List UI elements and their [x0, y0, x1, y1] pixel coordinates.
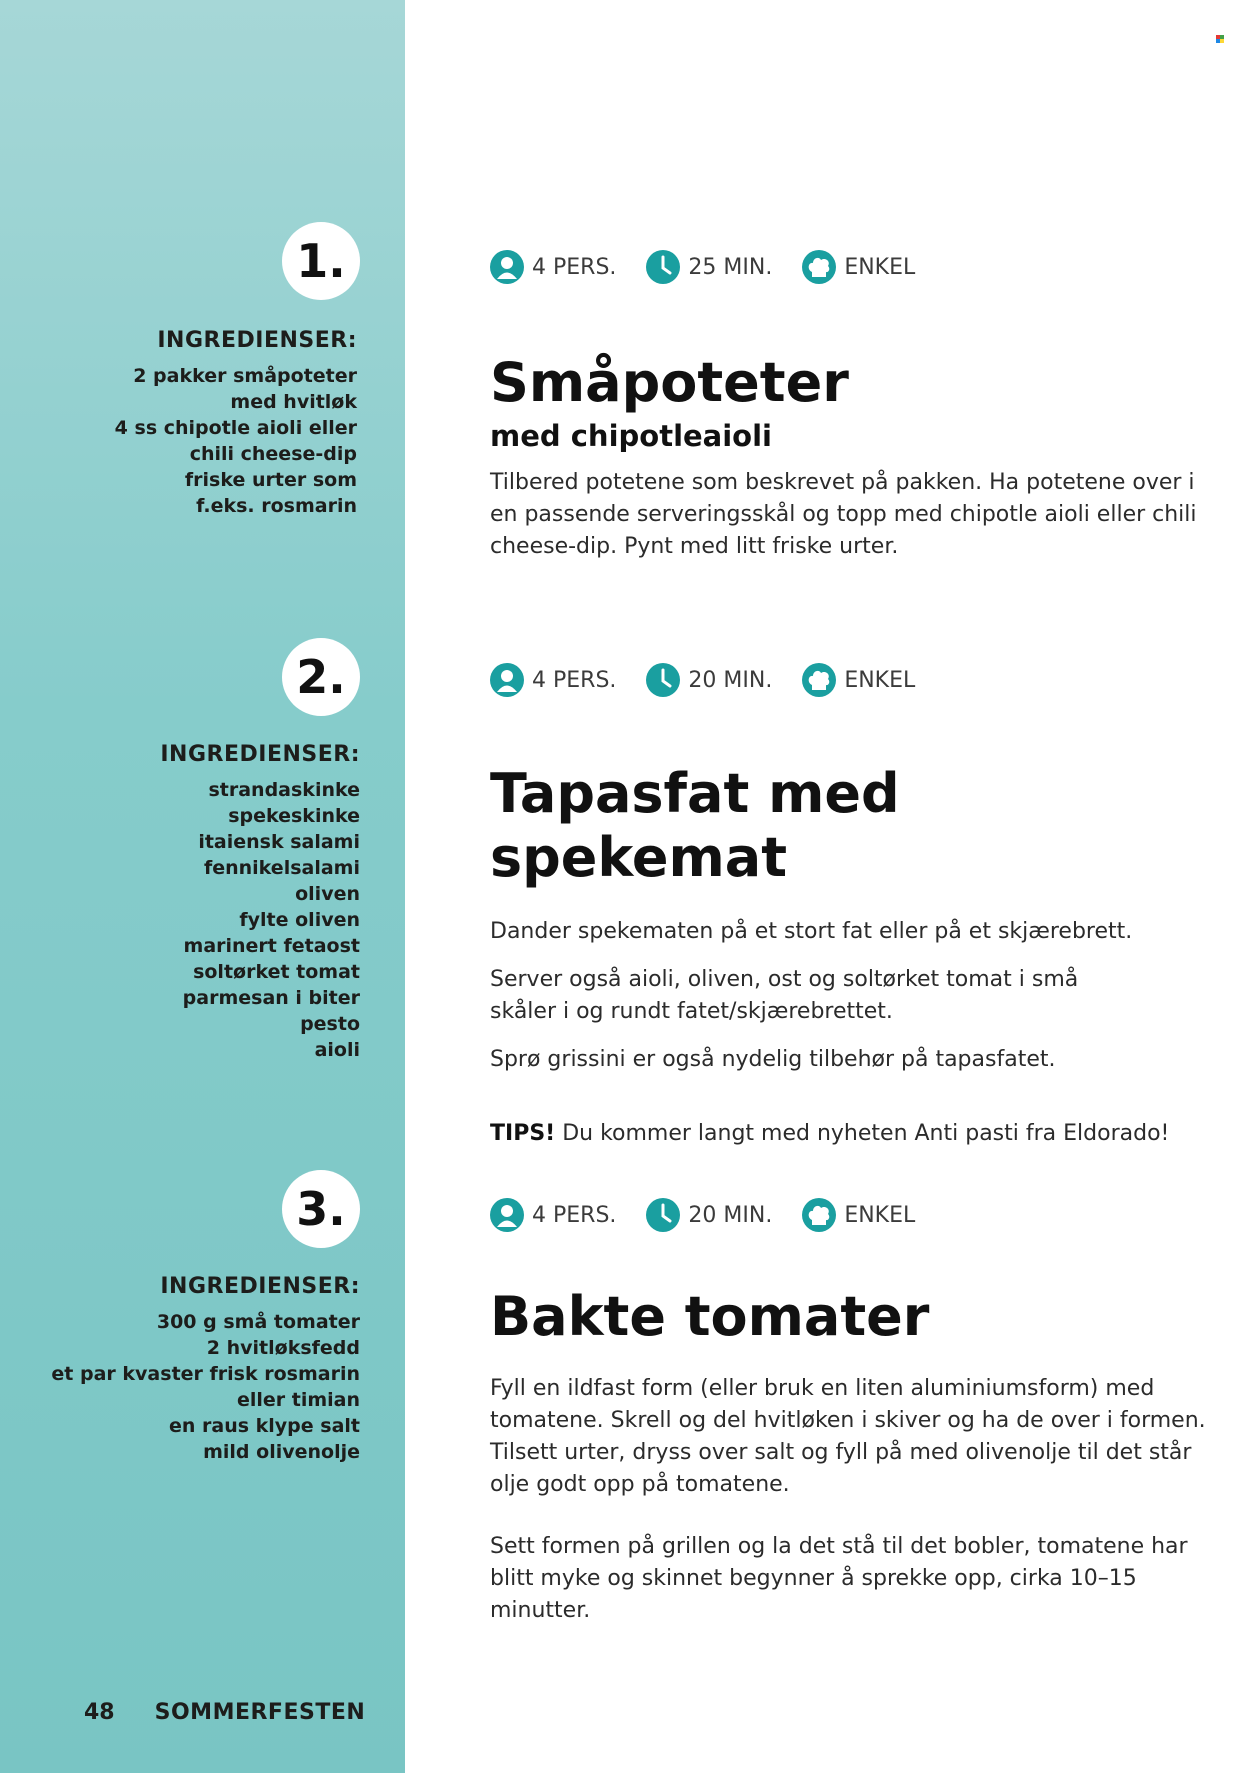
recipe-instructions: Sprø grissini er også nydelig tilbehør på tapasfatet.	[490, 1047, 1056, 1072]
ingredients-list	[0, 777, 360, 1063]
person-icon	[490, 250, 524, 284]
time-info	[646, 663, 772, 697]
tips-text: Du kommer langt med nyheten Anti pasti fra Eldorado!	[555, 1121, 1170, 1146]
ingredient-item: en raus klype salt	[168, 1415, 360, 1437]
ingredient-item: strandaskinke	[208, 779, 360, 801]
ingredient-item: fennikelsalami	[203, 857, 360, 879]
recipe-instructions: Fyll en ildfast form (eller bruk en liten aluminiumsform) med tomatene. Skrell og del hvitløken i skiver og ha de over i formen. Tilsett urter, dryss over salt og fyll på med olivenolje til det står olje godt opp på tomatene.	[490, 1376, 1206, 1497]
persons-info	[490, 663, 616, 697]
clock-icon	[646, 250, 680, 284]
ingredients-list	[0, 1309, 360, 1465]
difficulty-info	[802, 663, 915, 697]
ingredient-item: 300 g små tomater	[156, 1311, 360, 1333]
recipe-card	[490, 247, 1210, 563]
ingredient-item: eller timian	[236, 1389, 360, 1411]
ingredient-item: 2 hvitløksfedd	[206, 1337, 360, 1359]
ingredients-list	[0, 363, 357, 519]
color-mark-icon	[1216, 35, 1224, 43]
recipe-instructions: Sett formen på grillen og la det stå til det bobler, tomatene har blitt myke og skinnet begynner å sprekke opp, cirka 10–15 minutter.	[490, 1534, 1188, 1623]
ingredient-item: 4 ss chipotle aioli eller	[114, 417, 357, 439]
ingredient-item: et par kvaster frisk rosmarin	[51, 1363, 360, 1385]
recipe-meta	[490, 1195, 1210, 1235]
ingredient-item: pesto	[300, 1013, 360, 1035]
clock-icon	[646, 663, 680, 697]
recipe-number-badge: 3.	[282, 1170, 360, 1248]
recipe-number-badge: 2.	[282, 638, 360, 716]
ingredient-item: oliven	[295, 883, 360, 905]
ingredient-item: friske urter som	[184, 469, 357, 491]
ingredient-item: itaiensk salami	[198, 831, 360, 853]
ingredient-item: mild olivenolje	[203, 1441, 360, 1463]
chef-hat-icon	[802, 250, 836, 284]
person-icon	[490, 663, 524, 697]
recipe-title: Tapasfat med spekemat	[490, 762, 900, 889]
time-label: 20 MIN.	[688, 667, 773, 693]
difficulty-label: ENKEL	[844, 254, 916, 280]
recipe-meta	[490, 247, 1210, 287]
tips-label: TIPS!	[490, 1121, 556, 1146]
persons-label: 4 PERS.	[532, 1202, 617, 1228]
recipe-meta	[490, 660, 1210, 700]
ingredient-item: spekeskinke	[228, 805, 360, 827]
recipe-title: Bakte tomater	[490, 1285, 930, 1348]
person-icon	[490, 1198, 524, 1232]
persons-label: 4 PERS.	[532, 254, 617, 280]
difficulty-label: ENKEL	[844, 1202, 916, 1228]
clock-icon	[646, 1198, 680, 1232]
chef-hat-icon	[802, 663, 836, 697]
recipe-instructions: Server også aioli, oliven, ost og soltørket tomat i små skåler i og rundt fatet/skjærebrettet.	[490, 967, 1079, 1024]
recipe-instructions: Dander spekematen på et stort fat eller på et skjærebrett.	[490, 919, 1133, 944]
recipe-number-badge: 1.	[282, 222, 360, 300]
ingredients-block	[0, 742, 360, 1063]
time-info	[646, 1198, 772, 1232]
difficulty-label: ENKEL	[844, 667, 916, 693]
ingredient-item: parmesan i biter	[182, 987, 360, 1009]
recipe-card	[490, 1195, 1210, 1627]
ingredients-heading: INGREDIENSER:	[157, 328, 357, 353]
recipe-instructions: Tilbered potetene som beskrevet på pakken. Ha potetene over i en passende serveringsskål og topp med chipotle aioli eller chili cheese-dip. Pynt med litt friske urter.	[490, 470, 1197, 559]
ingredients-sidebar	[0, 0, 405, 1773]
ingredient-item: fylte oliven	[239, 909, 360, 931]
ingredient-item: marinert fetaost	[183, 935, 360, 957]
ingredient-item: soltørket tomat	[193, 961, 360, 983]
ingredient-item: f.eks. rosmarin	[196, 495, 357, 517]
recipe-tip	[490, 1118, 1210, 1150]
page-footer	[84, 1700, 365, 1725]
time-label: 20 MIN.	[688, 1202, 773, 1228]
ingredient-item: aioli	[314, 1039, 360, 1061]
time-label: 25 MIN.	[688, 254, 773, 280]
ingredient-item: med hvitløk	[230, 391, 357, 413]
ingredients-heading: INGREDIENSER:	[160, 1274, 360, 1299]
persons-info	[490, 250, 616, 284]
recipe-subtitle: med chipotleaioli	[490, 419, 772, 453]
ingredients-heading: INGREDIENSER:	[160, 742, 360, 767]
chef-hat-icon	[802, 1198, 836, 1232]
time-info	[646, 250, 772, 284]
ingredient-item: 2 pakker småpoteter	[133, 365, 357, 387]
page-number: 48	[84, 1700, 115, 1725]
recipe-card	[490, 660, 1210, 1150]
ingredient-item: chili cheese-dip	[189, 443, 357, 465]
section-title: SOMMERFESTEN	[154, 1700, 366, 1725]
ingredients-block	[0, 328, 357, 519]
difficulty-info	[802, 250, 915, 284]
ingredients-block	[0, 1274, 360, 1465]
persons-info	[490, 1198, 616, 1232]
recipe-title: Småpoteter	[490, 351, 849, 414]
difficulty-info	[802, 1198, 915, 1232]
persons-label: 4 PERS.	[532, 667, 617, 693]
